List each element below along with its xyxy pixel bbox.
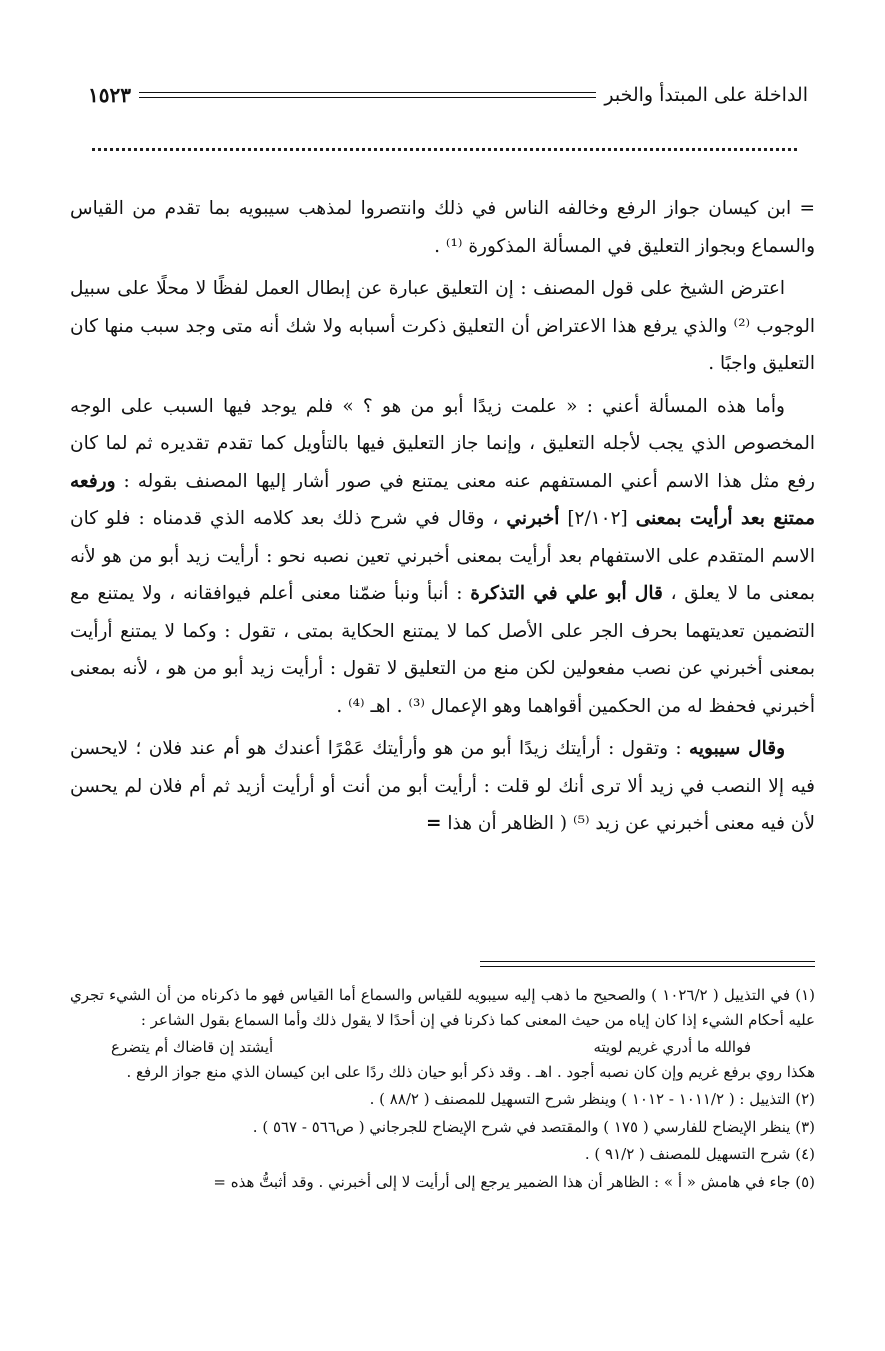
footnotes: [70, 983, 815, 1197]
footnote-1-continued: هكذا روي برفع غريم وإن كان نصبه أجود . اهـ . وقد ذكر أبو حيان ذلك ردًا على ابن كيسان الذي منع جواز الرفع .: [126, 1062, 815, 1081]
issue-text-c: : أنبأ ونبأ ضمّنا معنى أعلم فيوافقانه ، ولا يمتنع مع التضمين تعديتهما بحرف الجر على الأصل كما لا يمتنع الحكاية بمتى ، تقول : وكما لا يمتنع أرأيت بمعنى أخبرني عن نصب مفعولين لكن منع من التعليق لا تقول : أرأيت زيد أبو من هو ، لأنه بمعنى أخبرني فحفظ له من الحكمين أقواهما وهو الإعمال ⁽³⁾ . اهـ ⁽⁴⁾ .: [70, 583, 815, 717]
running-header: [88, 78, 808, 112]
abu-ali-citation: قال أبو علي في التذكرة: [470, 583, 663, 604]
sibawayh-citation: وقال سيبويه: [688, 738, 786, 759]
footnote-3: (٣) ينظر الإيضاح للفارسي ( ١٧٥ ) والمقتصد في شرح الإيضاح للجرجاني ( ص٥٦٦ - ٥٦٧ ) .: [252, 1117, 815, 1136]
issue-text-b: ، وقال في شرح ذلك بعد كلامه الذي قدمناه : فلو كان الاسم المتقدم على الاستفهام بعد أرأيت بمعنى أخبرني تعين نصبه نحو : أرأيت زيد أبو من هو لأنه بمعنى ما لا يعلق ،: [70, 508, 815, 604]
paragraph-objection: اعترض الشيخ على قول المصنف : إن التعليق عبارة عن إبطال العمل لفظًا لا محلًا على سبيل الوجوب ⁽²⁾ والذي يرفع هذا الاعتراض أن التعليق ذكرت أسبابه ولا شك أنه متى وجد سبب منها كان التعليق واجبًا .: [70, 278, 816, 374]
continuation-mark: =: [426, 813, 442, 834]
main-text: [70, 190, 815, 848]
footnote-2: (٢) التذييل : ( ١٠١١/٢ - ١٠١٢ ) وينظر شرح التسهيل للمصنف ( ٨٨/٢ ) .: [369, 1090, 815, 1108]
quoted-rule-text: ورفعه ممتنع بعد أرأيت بمعنى: [70, 470, 815, 529]
running-title: الداخلة على المبتدأ والخبر: [604, 84, 808, 106]
sibawayh-text: : وتقول : أرأيتك زيدًا أبو من هو وأرأيتك عَمْرًا أعندك هو أم عند فلان ؛ لايحسن فيه إلا النصب في زيد ألا ترى أنك لو قلت : أرأيت أبو من أنت أو أرأيت أزيد ثم أم فلان لم يحسن لأن فيه معنى أخبرني عن زيد ⁽⁵⁾ ( الظاهر أن هذا: [70, 738, 815, 834]
issue-text-a: وأما هذه المسألة أعني : « علمت زيدًا أبو من هو ؟ » فلم يوجد فيها السبب على الوجه المخصوص الذي يجب لأجله التعليق ، وإنما جاز التعليق فيها بالتأويل كما تقدم تقديره ثم لما كان رفع مثل هذا الاسم أعني المستفهم عنه معنى يمتنع في صور أشار إليها المصنف بقوله :: [70, 395, 815, 492]
verse-second-hemistich: أيشتد إن قاضاك أم يتضرع: [111, 1038, 274, 1056]
paragraph-continuation: = ابن كيسان جواز الرفع وخالفه الناس في ذلك وانتصروا لمذهب سيبويه بما تقدم من القياس والسماع وبجواز التعليق في المسألة المذكورة ⁽¹⁾ .: [70, 198, 815, 257]
page-number: ١٥٢٣: [88, 83, 131, 107]
poetry-verse: [111, 1035, 791, 1060]
manuscript-reference: [٢/١٠٢]: [567, 508, 628, 529]
dotted-separator: [92, 148, 797, 151]
footnote-4: (٤) شرح التسهيل للمصنف ( ٩١/٢ ) .: [584, 1145, 815, 1163]
paragraph-sibawayh: [70, 730, 815, 843]
paragraph-issue: [70, 388, 815, 726]
header-double-rule: [139, 92, 596, 98]
quoted-rule-word: أخبرني: [506, 508, 560, 529]
footnote-1: (١) في التذييل ( ١٠٢٦/٢ ) والصحيح ما ذهب إليه سيبويه للقياس والسماع أما القياس فهو ما ذكرناه من أن الشيء تجري عليه أحكام الشيء إذا كان إياه من حيث المعنى كما ذكرنا في إن أحدًا لا يقول ذلك وأما السماع بقول الشاعر :: [70, 986, 815, 1029]
footnote-separator: [480, 961, 815, 967]
footnote-5: (٥) جاء في هامش « أ » : الظاهر أن هذا الضمير يرجع إلى أرأيت لا إلى أخبرني . وقد أثبتُّ هذه =: [213, 1172, 815, 1191]
verse-first-hemistich: فوالله ما أدري غريم لويته: [593, 1038, 751, 1056]
